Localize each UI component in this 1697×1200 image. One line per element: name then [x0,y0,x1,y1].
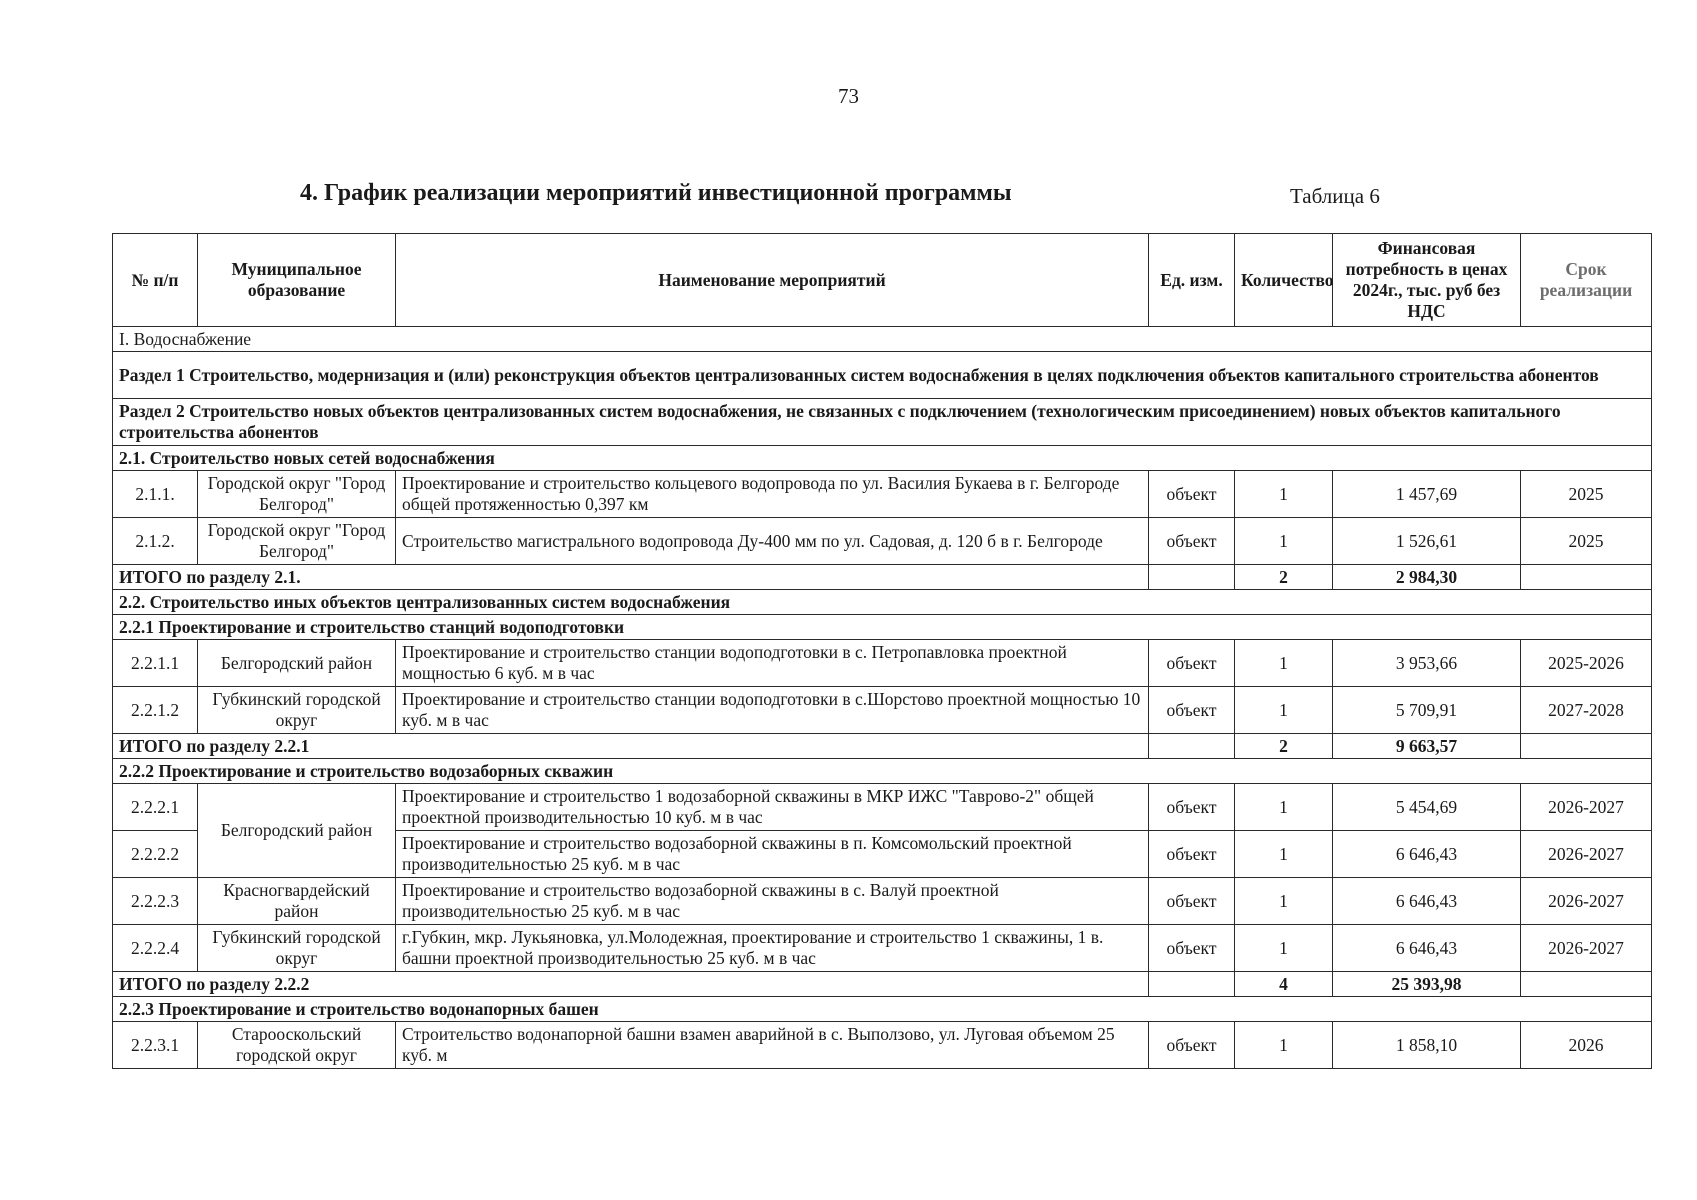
total-row [113,565,1652,590]
total-term [1521,565,1652,590]
row-unit: объект [1149,831,1235,878]
table-row [113,925,1652,972]
section-row [113,352,1652,399]
section-row [113,997,1652,1022]
section-water-supply: I. Водоснабжение [113,327,1652,352]
row-unit: объект [1149,640,1235,687]
row-term: 2026 [1521,1022,1652,1069]
row-term: 2026-2027 [1521,925,1652,972]
row-cost: 6 646,43 [1333,925,1521,972]
row-name: Строительство магистрального водопровода Ду-400 мм по ул. Садовая, д. 120 б в г. Белгороде [396,518,1149,565]
row-num: 2.2.1.2 [113,687,198,734]
total-term [1521,734,1652,759]
row-name: Проектирование и строительство водозаборной скважины в с. Валуй проектной производительностью 25 куб. м в час [396,878,1149,925]
col-header-municipality: Муниципальное образование [198,234,396,327]
row-unit: объект [1149,687,1235,734]
total-label: ИТОГО по разделу 2.2.2 [113,972,1149,997]
row-num: 2.2.1.1 [113,640,198,687]
section-2-1: 2.1. Строительство новых сетей водоснабжения [113,446,1652,471]
row-cost: 5 709,91 [1333,687,1521,734]
total-label: ИТОГО по разделу 2.1. [113,565,1149,590]
total-term [1521,972,1652,997]
col-header-term: Срок реализации [1521,234,1652,327]
section-row [113,615,1652,640]
section-2-2-1: 2.2.1 Проектирование и строительство станций водоподготовки [113,615,1652,640]
col-header-cost: Финансовая потребность в ценах 2024г., тыс. руб без НДС [1333,234,1521,327]
table-row [113,1022,1652,1069]
row-municipality: Белгородский район [198,640,396,687]
row-name: Проектирование и строительство кольцевого водопровода по ул. Василия Букаева в г. Белгороде общей протяженностью 0,397 км [396,471,1149,518]
page-title: 4. График реализации мероприятий инвестиционной программы [300,180,1012,206]
table-row [113,784,1652,831]
row-qty: 1 [1235,925,1333,972]
row-cost: 1 858,10 [1333,1022,1521,1069]
row-unit: объект [1149,471,1235,518]
row-unit: объект [1149,784,1235,831]
section-row [113,759,1652,784]
total-cost: 9 663,57 [1333,734,1521,759]
row-cost: 6 646,43 [1333,878,1521,925]
row-term: 2026-2027 [1521,831,1652,878]
row-num: 2.1.2. [113,518,198,565]
table-row [113,518,1652,565]
row-qty: 1 [1235,1022,1333,1069]
investment-schedule-table [112,233,1652,1069]
row-qty: 1 [1235,640,1333,687]
table-label: Таблица 6 [1290,184,1380,208]
total-unit [1149,565,1235,590]
col-header-num: № п/п [113,234,198,327]
total-row [113,734,1652,759]
row-num: 2.2.2.2 [113,831,198,878]
row-unit: объект [1149,518,1235,565]
row-name: Проектирование и строительство 1 водозаборной скважины в МКР ИЖС "Таврово-2" общей проектной производительностью 10 куб. м в час [396,784,1149,831]
row-num: 2.2.3.1 [113,1022,198,1069]
section-2-2-2: 2.2.2 Проектирование и строительство водозаборных скважин [113,759,1652,784]
section-2-2: 2.2. Строительство иных объектов централизованных систем водоснабжения [113,590,1652,615]
row-qty: 1 [1235,878,1333,925]
section-1: Раздел 1 Строительство, модернизация и (или) реконструкция объектов централизованных систем водоснабжения в целях подключения объектов капитального строительства абонентов [113,352,1652,399]
row-name: г.Губкин, мкр. Лукьяновка, ул.Молодежная, проектирование и строительство 1 скважины, 1 в. башни проектной производительностью 25 куб. м в час [396,925,1149,972]
col-header-unit: Ед. изм. [1149,234,1235,327]
col-header-qty: Количество [1235,234,1333,327]
row-name: Строительство водонапорной башни взамен аварийной в с. Выползово, ул. Луговая объемом 25 куб. м [396,1022,1149,1069]
row-unit: объект [1149,1022,1235,1069]
row-term: 2025 [1521,518,1652,565]
row-num: 2.2.2.1 [113,784,198,831]
section-2-2-3: 2.2.3 Проектирование и строительство водонапорных башен [113,997,1652,1022]
row-municipality: Губкинский городской округ [198,687,396,734]
table-row [113,471,1652,518]
row-num: 2.2.2.3 [113,878,198,925]
row-cost: 1 457,69 [1333,471,1521,518]
row-name: Проектирование и строительство станции водоподготовки в с.Шорстово проектной мощностью 10 куб. м в час [396,687,1149,734]
row-cost: 1 526,61 [1333,518,1521,565]
table-row [113,878,1652,925]
section-row [113,327,1652,352]
row-term: 2025 [1521,471,1652,518]
row-unit: объект [1149,925,1235,972]
row-name: Проектирование и строительство станции водоподготовки в с. Петропавловка проектной мощностью 6 куб. м в час [396,640,1149,687]
row-num: 2.2.2.4 [113,925,198,972]
total-label: ИТОГО по разделу 2.2.1 [113,734,1149,759]
row-municipality: Красногвардейский район [198,878,396,925]
row-qty: 1 [1235,518,1333,565]
row-num: 2.1.1. [113,471,198,518]
row-term: 2027-2028 [1521,687,1652,734]
row-unit: объект [1149,878,1235,925]
row-qty: 1 [1235,784,1333,831]
total-unit [1149,734,1235,759]
row-cost: 6 646,43 [1333,831,1521,878]
table-row [113,640,1652,687]
row-municipality: Старооскольский городской округ [198,1022,396,1069]
section-2: Раздел 2 Строительство новых объектов централизованных систем водоснабжения, не связанных с подключением (технологическим присоединением) новых объектов капитального строительства абонентов [113,399,1652,446]
total-qty: 2 [1235,734,1333,759]
col-header-name: Наименование мероприятий [396,234,1149,327]
row-cost: 5 454,69 [1333,784,1521,831]
table-header-row [113,234,1652,327]
total-qty: 4 [1235,972,1333,997]
row-municipality: Белгородский район [198,784,396,878]
row-municipality: Городской округ "Город Белгород" [198,518,396,565]
total-unit [1149,972,1235,997]
row-qty: 1 [1235,687,1333,734]
section-row [113,590,1652,615]
row-qty: 1 [1235,471,1333,518]
row-municipality: Городской округ "Город Белгород" [198,471,396,518]
section-row [113,399,1652,446]
section-row [113,446,1652,471]
page-number: 73 [838,84,859,108]
row-municipality: Губкинский городской округ [198,925,396,972]
total-cost: 25 393,98 [1333,972,1521,997]
table-row [113,687,1652,734]
row-term: 2025-2026 [1521,640,1652,687]
row-qty: 1 [1235,831,1333,878]
row-cost: 3 953,66 [1333,640,1521,687]
row-term: 2026-2027 [1521,784,1652,831]
total-qty: 2 [1235,565,1333,590]
total-cost: 2 984,30 [1333,565,1521,590]
total-row [113,972,1652,997]
row-name: Проектирование и строительство водозаборной скважины в п. Комсомольский проектной производительностью 25 куб. м в час [396,831,1149,878]
row-term: 2026-2027 [1521,878,1652,925]
